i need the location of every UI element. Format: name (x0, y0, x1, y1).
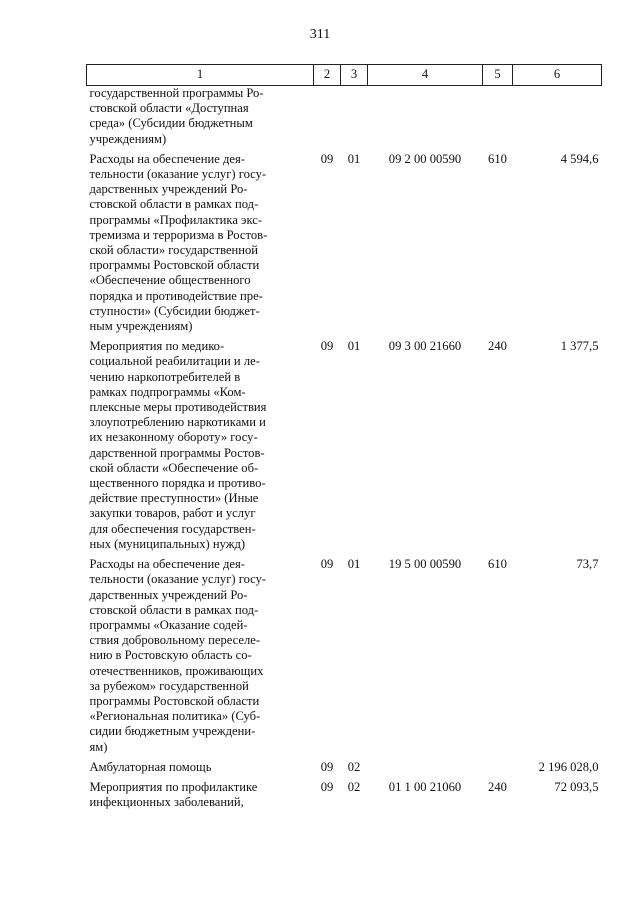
row-target-article: 09 2 00 00590 (388, 151, 462, 166)
column-header-6: 6 (513, 65, 602, 86)
row-target-article (368, 86, 483, 152)
row-subsection: 02 (347, 759, 361, 774)
row-target-article: 19 5 00 00590 (388, 557, 462, 572)
budget-table (86, 64, 602, 815)
row-amount: 73,7 (576, 557, 599, 572)
row-expense-type: 610 (488, 151, 507, 166)
header-row (87, 65, 602, 86)
table-row (87, 152, 602, 339)
column-header-5: 5 (483, 65, 513, 86)
row-section: 09 (320, 779, 334, 794)
row-section: 09 (320, 759, 334, 774)
table-row (87, 760, 602, 780)
row-subsection: 01 (347, 557, 361, 572)
table-row (87, 339, 602, 557)
table-row (87, 780, 602, 815)
row-section: 09 (320, 339, 334, 354)
row-target-article: 09 3 00 21660 (388, 339, 462, 354)
row-subsection: 02 (347, 779, 361, 794)
row-amount: 2 196 028,0 (538, 759, 599, 774)
column-header-2: 2 (314, 65, 341, 86)
column-header-4: 4 (368, 65, 483, 86)
page-number: 311 (309, 27, 331, 42)
row-expense-type: 610 (488, 557, 507, 572)
row-expense-type: 240 (488, 779, 507, 794)
column-header-1: 1 (87, 65, 314, 86)
row-subsection: 01 (347, 339, 361, 354)
row-amount: 1 377,5 (560, 339, 599, 354)
row-subsection: 01 (347, 151, 361, 166)
row-expense-type (483, 760, 513, 780)
row-section (314, 86, 341, 152)
table-row (87, 86, 602, 152)
row-description: Расходы на обеспечение дея- тельности (оказание услуг) госу- дарственных учреждений Ро- стовской области в рамках под- программы «Оказание содей- ствия добровольному переселе- нию в Ростовскую область со- отечественников, проживающих за рубежом» государственной программы Ростовской области «Региональная политика» (Суб- сидии бюджетным учреждени- ям) (89, 557, 267, 754)
table-row (87, 557, 602, 760)
row-description: Амбулаторная помощь (89, 759, 212, 774)
row-section: 09 (320, 151, 334, 166)
row-target-article (368, 760, 483, 780)
row-amount (513, 86, 602, 152)
row-description: Мероприятия по профилактике инфекционных заболеваний, (89, 779, 258, 810)
row-description: государственной программы Ро- стовской области «Доступная среда» (Субсидии бюджетным учреждениям) (89, 86, 264, 146)
row-description: Мероприятия по медико- социальной реабилитации и ле- чению наркопотребителей в рамках подпрограммы «Ком- плексные меры противодействия злоупотреблению наркотиками и их незаконному обороту» госу- дарственной программы Ростов- ской области «Обеспечение об- щественного порядка и противо- действие преступности» (Иные закупки товаров, работ и услуг для обеспечения государствен- ных (муниципальных) нужд) (89, 339, 267, 551)
row-expense-type (483, 86, 513, 152)
row-section: 09 (320, 557, 334, 572)
row-expense-type: 240 (488, 339, 507, 354)
row-amount: 72 093,5 (554, 779, 599, 794)
row-subsection (341, 86, 368, 152)
row-target-article: 01 1 00 21060 (388, 779, 462, 794)
column-header-3: 3 (341, 65, 368, 86)
row-amount: 4 594,6 (560, 151, 599, 166)
row-description: Расходы на обеспечение дея- тельности (оказание услуг) госу- дарственных учреждений Ро- стовской области в рамках под- программы «Профилактика экс- тремизма и терроризма в Ростов- ской области» государственной программы Ростовской области «Обеспечение общественного порядка и противодействие пре- ступности» (Субсидии бюджет- ным учреждениям) (89, 151, 268, 334)
